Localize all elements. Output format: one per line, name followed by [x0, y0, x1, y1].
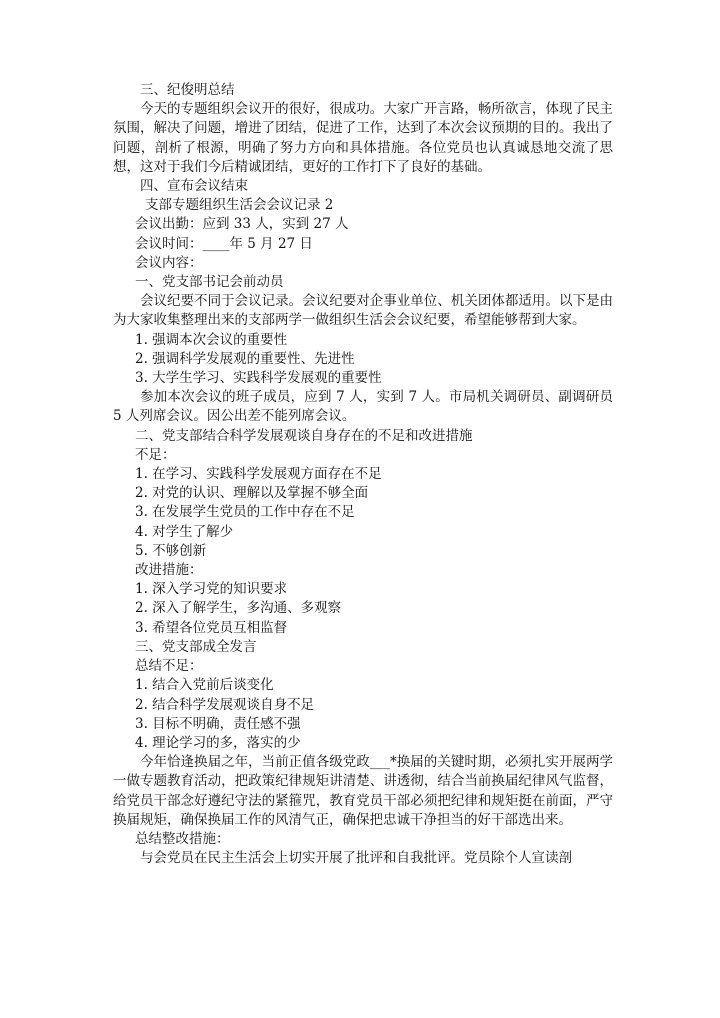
paragraph: 今年恰逢换届之年，当前正值各级党政___*换届的关键时期，必须扎实开展两学一做专题教育活动，把政策纪律规矩讲清楚、讲透彻，结合当前换届纪律风气监督，给党员干部念好遵纪守法的紧箍咒，教育党员干部必须把纪律和规矩挺在前面，严守换届规矩，确保换届工作的风清气正，确保把忠诚干净担当的好干部选出来。: [113, 754, 613, 828]
list-item: 1. 在学习、实践科学发展观方面存在不足: [135, 466, 382, 483]
document-subtitle: 支部专题组织生活会会议记录 2: [145, 197, 334, 214]
subsection-label: 总结整改措施：: [135, 830, 230, 847]
section-heading: 一、党支部书记会前动员: [135, 274, 284, 291]
meeting-content-label: 会议内容：: [135, 254, 203, 271]
list-item: 2. 深入了解学生，多沟通、多观察: [135, 600, 342, 617]
section-heading: 二、党支部结合科学发展观谈自身存在的不足和改进措施: [135, 427, 473, 444]
subsection-label: 不足：: [135, 446, 176, 463]
list-item: 1. 结合入党前后谈变化: [135, 677, 274, 694]
section-heading: 三、党支部成全发言: [135, 638, 257, 655]
list-item: 4. 理论学习的多，落实的少: [135, 734, 301, 751]
paragraph: 与会党员在民主生活会上切实开展了批评和自我批评。党员除个人宣读剖: [140, 850, 572, 867]
subsection-label: 总结不足：: [135, 658, 203, 675]
list-item: 5. 不够创新: [135, 542, 207, 559]
meeting-time: 会议时间：____年 5 月 27 日: [135, 235, 313, 252]
list-item: 3. 希望各位党员互相监督: [135, 619, 288, 636]
paragraph: 今天的专题组织会议开的很好，很成功。大家广开言路，畅所欲言，体现了民主氛围，解决了问题，增进了团结，促进了工作，达到了本次会议预期的目的。我出了问题，剖析了根源，明确了努力方向和具体措施。各位党员也认真诚恳地交流了思想，这对于我们今后精诚团结，更好的工作打下了良好的基础。: [113, 101, 613, 175]
section-heading: 四、宣布会议结束: [140, 178, 248, 195]
section-heading: 三、纪俊明总结: [140, 82, 235, 98]
paragraph: 会议纪要不同于会议记录。会议纪要对企事业单位、机关团体都适用。以下是由为大家收集整理出来的支部两学一做组织生活会会议纪要，希望能够帮到大家。: [113, 293, 613, 329]
subsection-label: 改进措施：: [135, 562, 203, 579]
document-page: [113, 81, 613, 868]
list-item: 3. 大学生学习、实践科学发展观的重要性: [135, 370, 382, 387]
meeting-attendance: 会议出勤：应到 33 人，实到 27 人: [135, 216, 349, 233]
list-item: 4. 对学生了解少: [135, 523, 234, 540]
list-item: 2. 结合科学发展观谈自身不足: [135, 696, 315, 713]
list-item: 2. 对党的认识、理解以及掌握不够全面: [135, 485, 369, 502]
list-item: 1. 深入学习党的知识要求: [135, 581, 288, 598]
list-item: 3. 在发展学生党员的工作中存在不足: [135, 504, 355, 521]
list-item: 3. 目标不明确，责任感不强: [135, 715, 301, 732]
paragraph: 参加本次会议的班子成员，应到 7 人，实到 7 人。市局机关调研员、副调研员 5 人列席会议。因公出差不能列席会议。: [113, 389, 613, 425]
list-item: 1. 强调本次会议的重要性: [135, 331, 288, 348]
list-item: 2. 强调科学发展观的重要性、先进性: [135, 350, 355, 367]
